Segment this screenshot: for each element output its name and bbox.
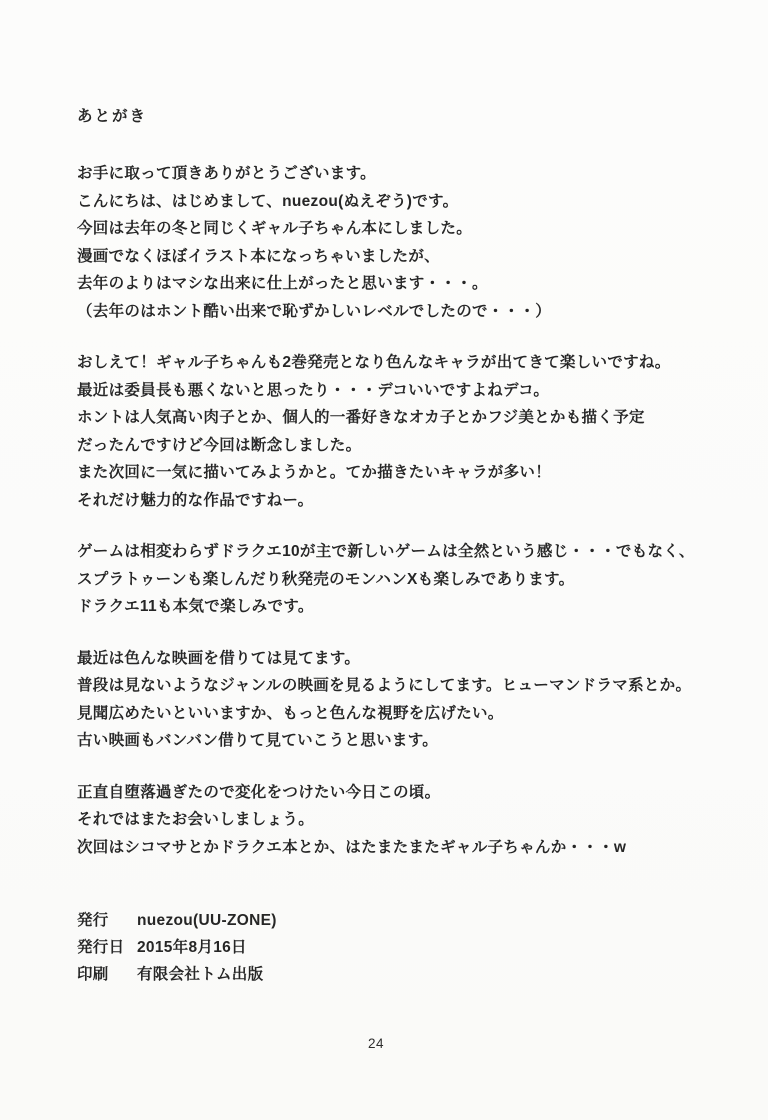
text-line: 正直自堕落過ぎたので変化をつけたい今日この頃。 <box>77 783 441 801</box>
afterword-heading: あとがき <box>77 108 148 125</box>
paragraph-characters <box>77 349 720 514</box>
text-line: 最近は色んな映画を借りては見てます。 <box>77 649 361 667</box>
text-line: だったんですけど今回は断念しました。 <box>77 436 362 454</box>
text-line: それだけ魅力的な作品ですねー。 <box>77 491 314 509</box>
colophon-row-publisher <box>77 907 720 934</box>
text-line: 去年のよりはマシな出来に仕上がったと思います・・・。 <box>77 275 488 292</box>
colophon-label: 発行 <box>77 912 109 929</box>
text-line: お手に取って頂きありがとうございます。 <box>77 165 376 182</box>
colophon-label: 印刷 <box>77 966 109 983</box>
text-line: 古い映画もバンバン借りて見ていこうと思います。 <box>77 732 439 749</box>
text-line: ゲームは相変わらずドラクエ10が主で新しいゲームは全然という感じ・・・でもなく、 <box>77 543 695 560</box>
colophon-row-date <box>77 934 720 961</box>
page-number: 24 <box>367 1036 385 1051</box>
text-line: また次回に一気に描いてみようかと。てか描きたいキャラが多い！ <box>77 464 552 481</box>
text-line: こんにちは、はじめまして、nuezou(ぬえぞう)です。 <box>77 192 459 210</box>
text-line: それではまたお会いしましょう。 <box>77 811 315 828</box>
text-line: 最近は委員長も悪くないと思ったり・・・デコいいですよねデコ。 <box>77 381 550 399</box>
paragraph-intro <box>77 160 720 325</box>
text-line: おしえて！ギャル子ちゃんも2巻発売となり色んなキャラが出てきて楽しいですね。 <box>77 354 671 371</box>
text-line: ドラクエ11も本気で楽しみです。 <box>77 598 314 615</box>
colophon-row-printer <box>77 961 720 988</box>
colophon-value: 2015年8月16日 <box>137 939 247 956</box>
text-line: 漫画でなくほぼイラスト本になっちゃいましたが、 <box>77 247 440 265</box>
text-line: 普段は見ないようなジャンルの映画を見るようにしてます。ヒューマンドラマ系とか。 <box>77 677 692 694</box>
paragraph-closing <box>77 779 720 862</box>
colophon <box>77 907 720 988</box>
paragraph-movies <box>77 645 720 755</box>
text-line: ホントは人気高い肉子とか、個人的一番好きなオカ子とかフジ美とかも描く予定 <box>77 409 645 426</box>
text-line: 今回は去年の冬と同じくギャル子ちゃん本にしました。 <box>77 220 473 237</box>
colophon-value: 有限会社トム出版 <box>137 966 264 983</box>
text-line: 次回はシコマサとかドラクエ本とか、はたまたまたギャル子ちゃんか・・・w <box>77 838 627 856</box>
text-line: 見聞広めたいといいますか、もっと色んな視野を広げたい。 <box>77 704 504 722</box>
text-line: （去年のはホント酷い出来で恥ずかしいレベルでしたので・・・） <box>77 302 552 320</box>
paragraph-games <box>77 538 720 621</box>
colophon-label: 発行日 <box>77 939 125 956</box>
text-line: スプラトゥーンも楽しんだり秋発売のモンハンXも楽しみであります。 <box>77 570 575 588</box>
colophon-value: nuezou(UU-ZONE) <box>137 912 277 929</box>
